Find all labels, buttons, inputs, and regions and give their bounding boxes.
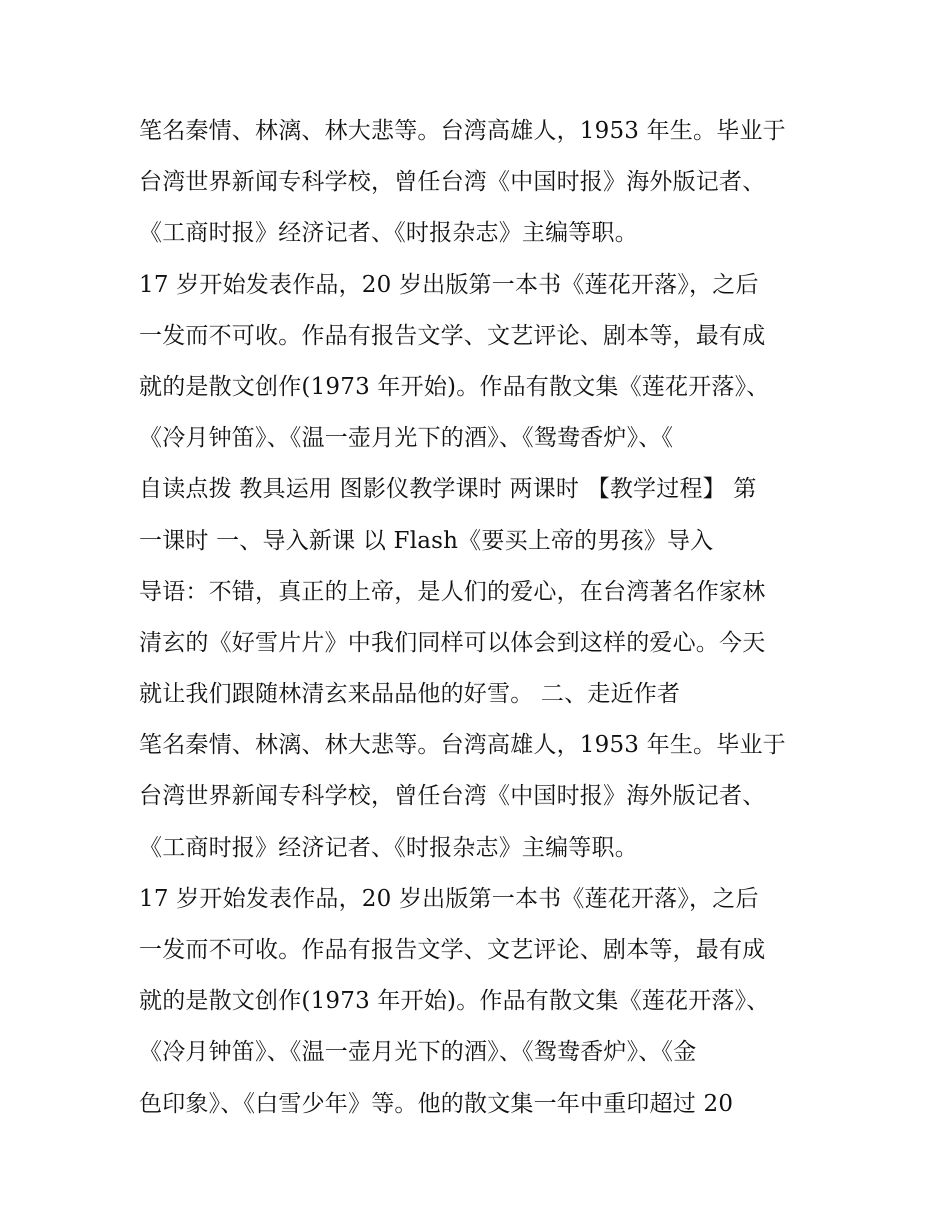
text-line: 《工商时报》经济记者、《时报杂志》主编等职。 (139, 220, 638, 247)
text-line: 一课时 一、导入新课 以 Flash《要买上帝的男孩》导入 (139, 527, 714, 554)
text-line: 就的是散文创作(1973 年开始)。作品有散文集《莲花开落》、 (139, 373, 770, 400)
text-line: 笔名秦情、林漓、林大悲等。台湾高雄人，1953 年生。毕业于 (139, 732, 786, 759)
text-line: 自读点拨 教具运用 图影仪教学课时 两课时 【教学过程】 第 (139, 476, 757, 503)
text-line: 笔名秦情、林漓、林大悲等。台湾高雄人，1953 年生。毕业于 (139, 118, 786, 144)
text-line: 《冷月钟笛》、《温一壶月光下的酒》、《鸳鸯香炉》、《 (139, 425, 674, 452)
text-line: 一发而不可收。作品有报告文学、文艺评论、剧本等，最有成 (139, 937, 766, 963)
text-line: 17 岁开始发表作品，20 岁出版第一本书《莲花开落》，之后 (139, 885, 759, 912)
text-line: 台湾世界新闻专科学校，曾任台湾《中国时报》海外版记者、 (139, 169, 766, 196)
text-line: 清玄的《好雪片片》中我们同样可以体会到这样的爱心。今天 (139, 629, 766, 656)
document-body (139, 106, 839, 1130)
text-line: 就的是散文创作(1973 年开始)。作品有散文集《莲花开落》、 (139, 988, 770, 1015)
text-line: 导语：不错，真正的上帝，是人们的爱心，在台湾著名作家林 (139, 578, 766, 605)
text-line: 《工商时报》经济记者、《时报杂志》主编等职。 (139, 834, 638, 861)
text-line: 17 岁开始发表作品，20 岁出版第一本书《莲花开落》，之后 (139, 271, 759, 298)
text-line: 色印象》、《白雪少年》等。他的散文集一年中重印超过 20 (139, 1090, 734, 1117)
text-line: 就让我们跟随林清玄来品品他的好雪。 二、走近作者 (139, 681, 681, 708)
text-line: 《冷月钟笛》、《温一壶月光下的酒》、《鸳鸯香炉》、《金 (139, 1039, 697, 1066)
text-line: 台湾世界新闻专科学校，曾任台湾《中国时报》海外版记者、 (139, 783, 766, 810)
text-line: 一发而不可收。作品有报告文学、文艺评论、剧本等，最有成 (139, 322, 766, 349)
